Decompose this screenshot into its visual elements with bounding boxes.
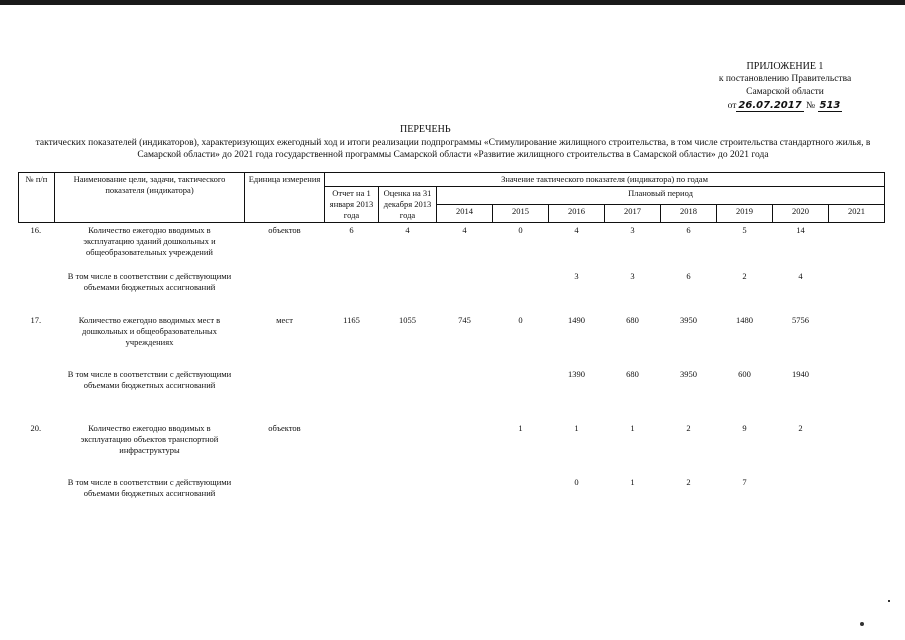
row-value: 2: [798, 422, 803, 433]
handwritten-date: 26.07.2017: [738, 100, 802, 111]
header-values-group: Значение тактического показателя (индикатора) по годам: [325, 173, 885, 187]
row-value: 7: [742, 476, 747, 487]
row-value: 4: [405, 225, 410, 235]
row-value: 1490: [568, 314, 585, 325]
row-value: 1: [630, 476, 635, 487]
row-value: [773, 475, 829, 515]
row-value: [325, 421, 379, 475]
header-planned: Плановый период: [437, 187, 885, 205]
row-value: 1: [574, 422, 579, 433]
header-unit: Единица измерения: [245, 173, 325, 223]
row-value: 2: [686, 422, 691, 433]
row-value: [829, 313, 885, 367]
row-number: [19, 475, 55, 515]
row-value: [325, 475, 379, 515]
row-value: [829, 223, 885, 269]
row-name: Количество ежегодно вводимых в эксплуатацию объектов транспортной инфраструктуры: [80, 422, 219, 455]
document-title: ПЕРЕЧЕНЬ: [400, 124, 451, 135]
row-name: В том числе в соответствии с действующими объемами бюджетных ассигнований: [67, 368, 232, 390]
date-prefix: от: [727, 101, 737, 111]
row-value: 680: [626, 314, 639, 325]
row-value: 680: [626, 368, 639, 379]
row-name: Количество ежегодно вводимых мест в дошкольных и общеобразовательных учреждениях: [78, 314, 221, 347]
header-row-1: [19, 173, 885, 187]
row-value: 1: [518, 422, 523, 433]
appendix-line-1: к постановлению Правительства: [718, 74, 852, 84]
row-value: [493, 475, 549, 515]
row-value: [325, 367, 379, 421]
row-value: [829, 421, 885, 475]
row-unit: [245, 269, 325, 313]
row-value: 9: [742, 422, 747, 433]
row-value: [493, 269, 549, 313]
row-value: 5756: [792, 314, 809, 325]
row-value: 1055: [399, 314, 416, 325]
row-value: [379, 475, 437, 515]
appendix-block: [690, 60, 880, 113]
appendix-line-2: Самарской области: [746, 87, 824, 97]
header-year: 2015: [493, 205, 549, 223]
appendix-heading: ПРИЛОЖЕНИЕ 1: [746, 61, 824, 72]
top-border-line: [0, 0, 905, 5]
header-year: 2017: [605, 205, 661, 223]
row-unit: [245, 367, 325, 421]
header-report: Отчет на 1 января 2013 года: [325, 187, 379, 223]
row-unit: объектов: [268, 225, 301, 235]
row-value: 600: [738, 368, 751, 379]
row-value: 1165: [343, 314, 360, 325]
row-value: [829, 475, 885, 515]
row-value: 3: [630, 225, 635, 235]
row-value: 3: [574, 270, 579, 281]
row-value: 3950: [680, 314, 697, 325]
header-year: 2018: [661, 205, 717, 223]
indicators-table: [18, 172, 885, 515]
header-year: 2014: [437, 205, 493, 223]
header-no: № п/п: [19, 173, 55, 223]
table-row: [19, 223, 885, 269]
row-value: 0: [518, 225, 523, 235]
row-number: 17.: [30, 314, 42, 325]
row-value: 4: [462, 225, 467, 235]
row-number: [19, 269, 55, 313]
row-name: Количество ежегодно вводимых в эксплуатацию зданий дошкольных и общеобразовательных учреждений: [83, 225, 216, 257]
header-year: 2021: [829, 205, 885, 223]
header-year: 2019: [717, 205, 773, 223]
table-row: [19, 475, 885, 515]
row-value: 745: [458, 314, 471, 325]
row-value: 1940: [792, 368, 809, 379]
header-year: 2016: [549, 205, 605, 223]
row-value: 1: [630, 422, 635, 433]
row-value: 6: [349, 225, 354, 235]
row-value: 3950: [680, 368, 697, 379]
row-value: [437, 269, 493, 313]
row-value: [379, 269, 437, 313]
row-value: [379, 421, 437, 475]
row-unit: мест: [276, 314, 293, 325]
row-value: 1480: [736, 314, 753, 325]
row-number: 16.: [30, 225, 42, 235]
row-number: 20.: [30, 422, 42, 433]
row-name: В том числе в соответствии с действующими объемами бюджетных ассигнований: [67, 476, 232, 498]
table-row: [19, 367, 885, 421]
row-value: 6: [686, 270, 691, 281]
header-year: 2020: [773, 205, 829, 223]
row-value: 14: [796, 225, 805, 235]
row-unit: [245, 475, 325, 515]
table-row: [19, 269, 885, 313]
row-value: 1390: [568, 368, 585, 379]
row-value: [829, 269, 885, 313]
scan-speck: [888, 600, 890, 602]
row-value: [325, 269, 379, 313]
row-number: [19, 367, 55, 421]
row-value: 3: [630, 270, 635, 281]
number-prefix: №: [806, 101, 816, 111]
row-value: [829, 367, 885, 421]
header-estimate: Оценка на 31 декабря 2013 года: [379, 187, 437, 223]
row-value: [493, 367, 549, 421]
row-value: 2: [742, 270, 747, 281]
row-unit: объектов: [268, 422, 301, 433]
table-row: [19, 421, 885, 475]
row-value: 2: [686, 476, 691, 487]
row-name: В том числе в соответствии с действующими объемами бюджетных ассигнований: [67, 270, 232, 292]
appendix-date-line: [690, 99, 880, 113]
row-value: 4: [798, 270, 803, 281]
row-value: 5: [742, 225, 747, 235]
row-value: 6: [686, 225, 691, 235]
row-value: 0: [574, 476, 579, 487]
row-value: [437, 421, 493, 475]
handwritten-number: 513: [819, 100, 841, 111]
row-value: 0: [518, 314, 523, 325]
scan-speck: [860, 622, 864, 626]
row-value: 4: [574, 225, 579, 235]
row-value: [437, 367, 493, 421]
table-row: [19, 313, 885, 367]
document-subtitle: тактических показателей (индикаторов), характеризующих ежегодный ход и итоги реализации подпрограммы «Стимулирование жилищного строительства, в том числе строительства стандартного жилья, в Самарской области» до 2021 года государственной программы Самарской области «Развитие жилищного строительства в Самарской области» до 2021 года: [35, 138, 871, 160]
row-value: [437, 475, 493, 515]
row-value: [379, 367, 437, 421]
header-name: Наименование цели, задачи, тактического показателя (индикатора): [55, 173, 245, 223]
